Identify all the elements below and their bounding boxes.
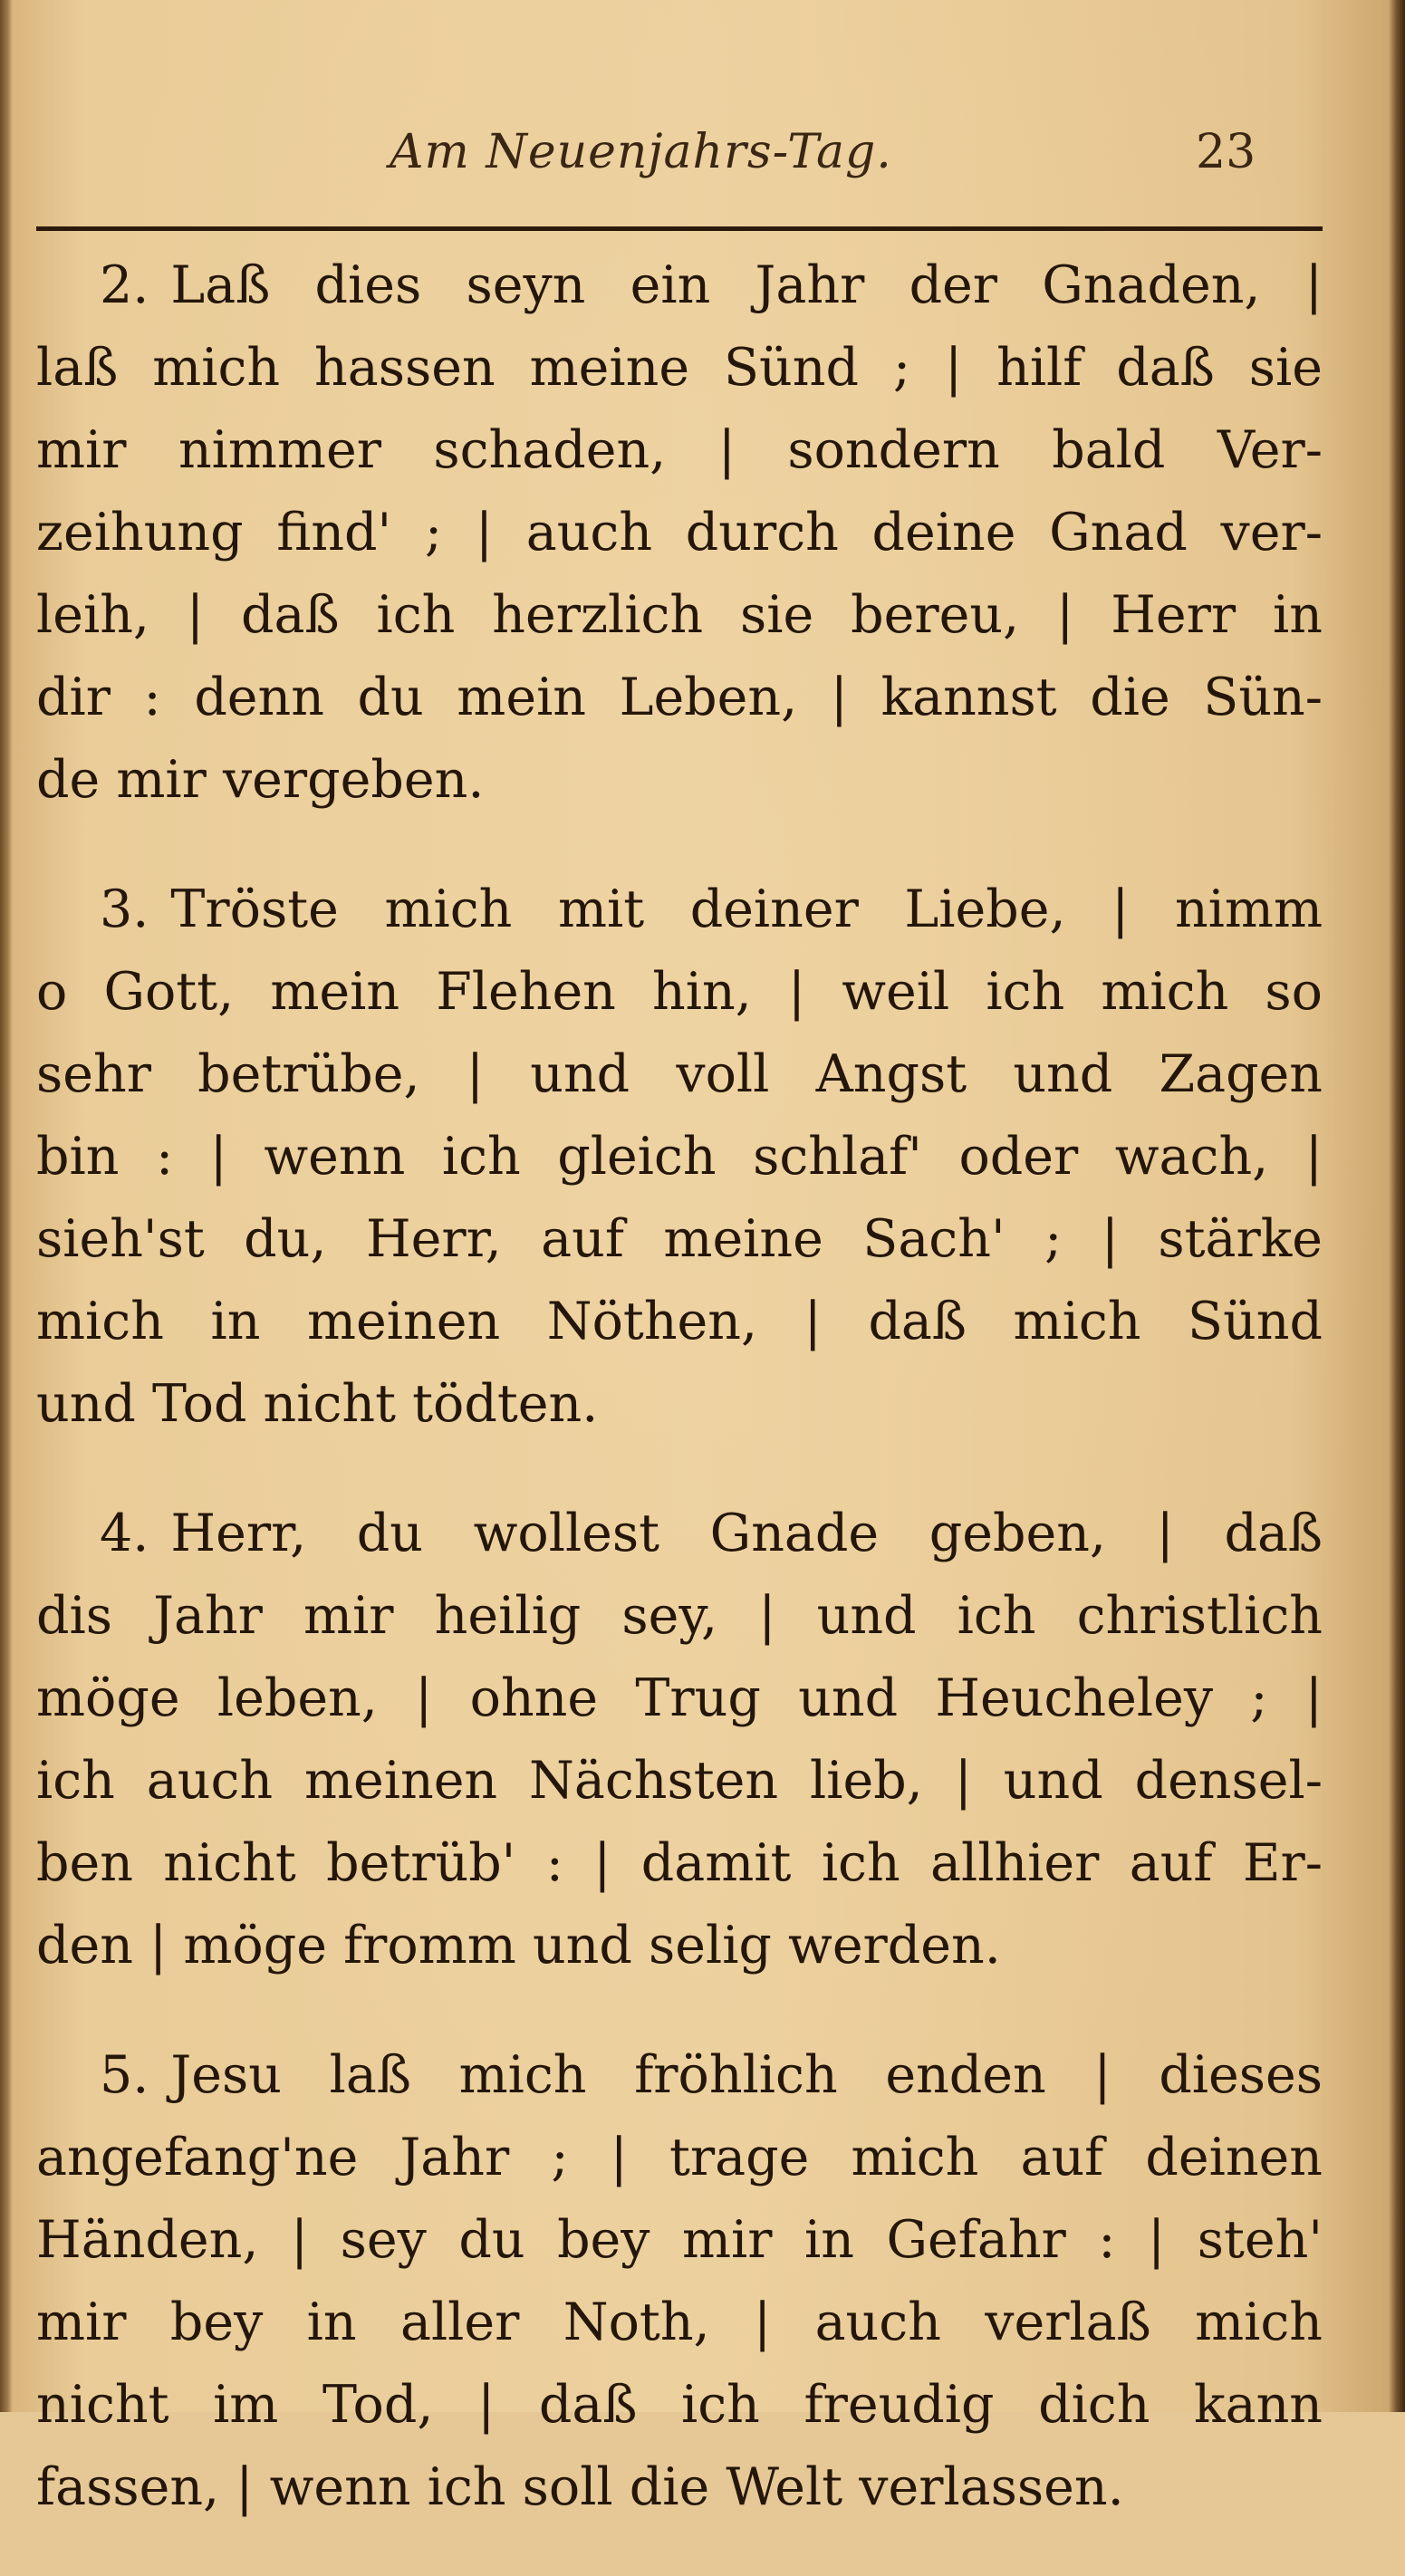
stanza-line: de mir vergeben. [36,750,485,810]
stanza-line: mir bey in aller Noth, | auch verlaß mich [36,2292,1323,2352]
stanza-line: 5. Jesu laß mich fröhlich enden | dieses [36,2034,1323,2117]
stanza-line: den | möge fromm und selig werden. [36,1916,1001,1975]
page-number: 23 [1196,125,1256,179]
stanza-4 [36,1493,1323,1987]
stanza-line: möge leben, | ohne Trug und Heucheley ; | [36,1668,1323,1728]
running-head: Am Neuenjahrs-Tag. [390,125,892,179]
stanza-line: fassen, | wenn ich soll die Welt verlassen. [36,2457,1124,2517]
stanza-line: sieh'st du, Herr, auf meine Sach' ; | stärke [36,1209,1323,1269]
stanza-line: ich auch meinen Nächsten lieb, | und densel- [36,1751,1323,1811]
stanza-line: angefang'ne Jahr ; | trage mich auf deinen [36,2128,1323,2187]
page-right-edge [1389,0,1405,2412]
stanza-5 [36,2034,1323,2529]
stanza-number: 4. [100,1504,149,1563]
stanza-line: 4. Herr, du wollest Gnade geben, | daß [36,1493,1323,1575]
hymn-text [36,245,1323,2576]
header-rule [36,226,1323,231]
stanza-line: und Tod nicht tödten. [36,1374,599,1434]
stanza-line: mich in meinen Nöthen, | daß mich Sünd [36,1292,1323,1351]
stanza-line: Händen, | sey du bey mir in Gefahr : | steh' [36,2210,1323,2270]
stanza-line: sehr betrübe, | und voll Angst und Zagen [36,1044,1323,1104]
stanza-line: mir nimmer schaden, | sondern bald Ver- [36,420,1323,480]
stanza-line: leih, | daß ich herzlich sie bereu, | Herr in [36,585,1323,645]
stanza-line: bin : | wenn ich gleich schlaf' oder wach, | [36,1127,1323,1187]
stanza-line: 2. Laß dies seyn ein Jahr der Gnaden, | [36,245,1323,327]
stanza-line: ben nicht betrüb' : | damit ich allhier auf Er- [36,1833,1323,1893]
stanza-3 [36,869,1323,1446]
stanza-2 [36,245,1323,822]
stanza-number: 2. [100,255,149,315]
stanza-line: dis Jahr mir heilig sey, | und ich christlich [36,1586,1323,1646]
stanza-number: 3. [100,879,149,939]
stanza-number: 5. [100,2045,149,2105]
page-header [0,107,1405,188]
page-left-edge [0,0,13,2412]
stanza-line: nicht im Tod, | daß ich freudig dich kann [36,2375,1323,2435]
stanza-line: 3. Tröste mich mit deiner Liebe, | nimm [36,869,1323,951]
stanza-line: dir : denn du mein Leben, | kannst die Sün- [36,668,1323,727]
stanza-line: o Gott, mein Flehen hin, | weil ich mich so [36,962,1323,1022]
stanza-line: zeihung find' ; | auch durch deine Gnad ver- [36,503,1323,562]
stanza-line: laß mich hassen meine Sünd ; | hilf daß sie [36,338,1323,398]
